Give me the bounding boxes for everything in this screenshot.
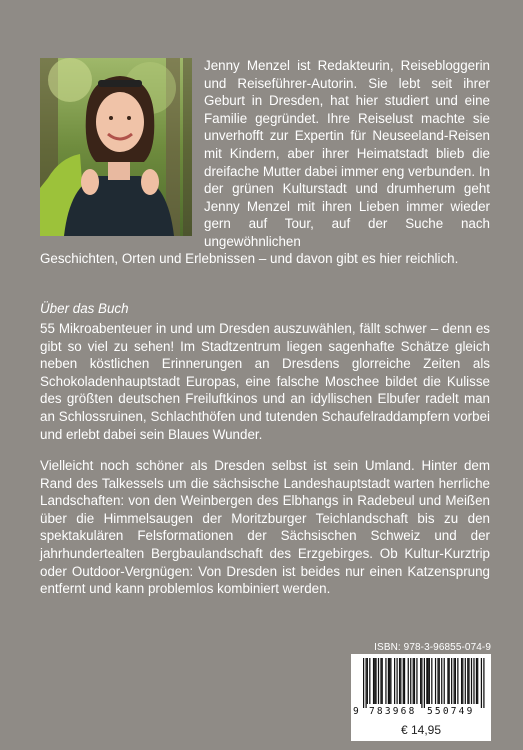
about-book-heading: Über das Buch	[40, 301, 129, 316]
isbn-label: ISBN: 978-3-96855-074-9	[374, 642, 491, 653]
price-label: € 14,95	[400, 723, 442, 737]
author-bio-continued: Geschichten, Orten und Erlebnissen – und davon gibt es hier reichlich.	[40, 251, 459, 266]
author-portrait-image	[40, 58, 192, 236]
about-book-paragraph-1: 55 Mikroabenteuer in und um Dresden auszuwählen, fällt schwer – denn es gibt so viel zu sehen! Im Stadtzentrum liegen sagenhafte Schätze gleich neben köstlichen Erinnerungen an Dresdens glorreiche Zeiten als Schokoladenhauptstadt Europas, eine falsche Moschee bildet die Kulisse des größten deutschen Freiluftkinos und an idyllischen Elbufer radelt man an Schlossruinen, Schlachthöfen und tutenden Schaufelraddampfern vorbei und erlebt dabei sein Blaues Wunder.	[40, 321, 490, 442]
barcode-right-digits: 550749	[427, 706, 475, 717]
about-book-paragraph-2: Vielleicht noch schöner als Dresden selbst ist sein Umland. Hinter dem Rand des Talkessels um die sächsische Landeshauptstadt warten herrliche Landschaften: von den Weinbergen des Elbhangs in Radebeul und Meißen über die Himmelsaugen der Moritzburger Teichlandschaft bis zu den spektakulären Felsformationen der Sächsischen Schweiz und der jahrhundertealten Bergbaulandschaft des Erzgebirges. Ob Kultur-Kurztrip oder Outdoor-Vergnügen: Von Dresden ist beides nur einen Katzensprung entfernt und kann problemlos kombiniert werden.	[40, 458, 490, 597]
author-photo	[40, 58, 192, 236]
barcode-left-digits: 783968	[369, 706, 417, 717]
price-tag	[351, 719, 491, 741]
author-bio: Jenny Menzel ist Redakteurin, Reisebloggerin und Reiseführer-Autorin. Sie lebt seit ihrer Geburt in Dresden, hat hier studiert und eine Familie gegründet. Ihre Reiselust machte sie unverhofft zur Expertin für Neuseeland-Reisen mit Kindern, aber ihrer Heimatstadt blieb die dreifache Mutter dabei immer eng verbunden. In der grünen Kulturstadt und drumherum geht Jenny Menzel mit ihren Lieben immer wieder gern auf Tour, auf der Suche nach ungewöhnlichen	[204, 58, 490, 249]
barcode	[351, 654, 491, 719]
barcode-lead-digit: 9	[353, 706, 359, 717]
